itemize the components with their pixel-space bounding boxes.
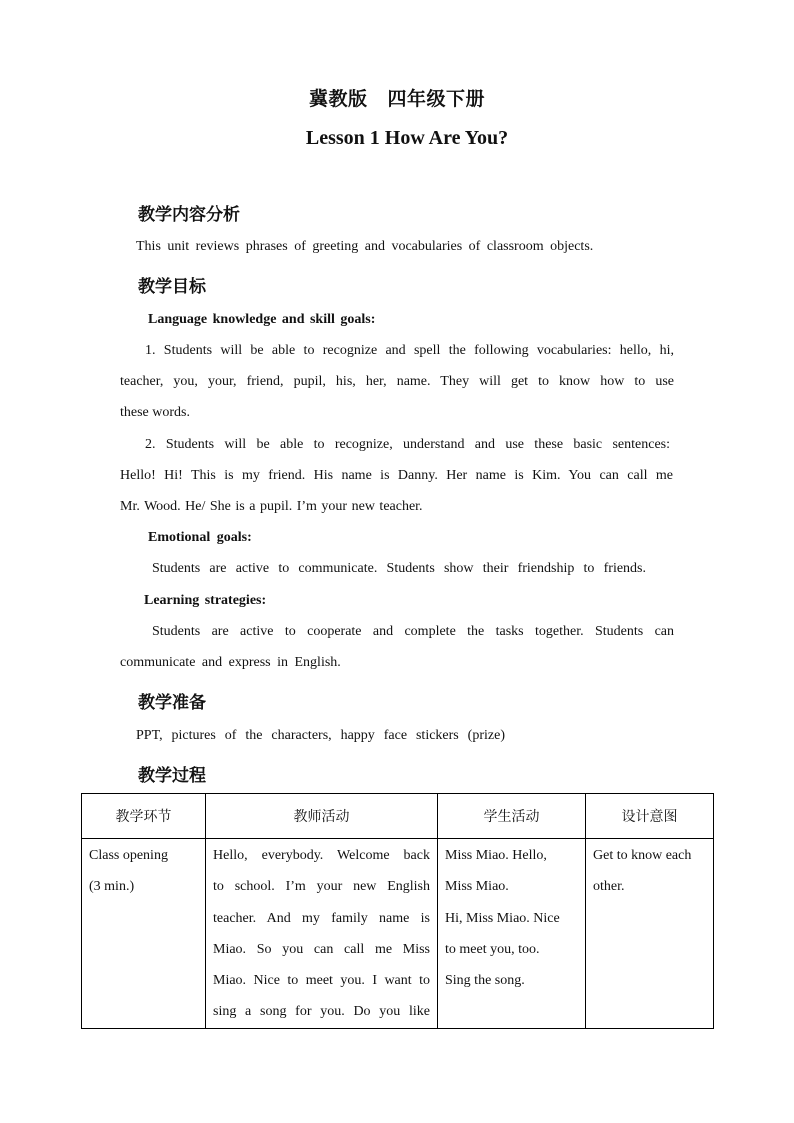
strategies-line-2: communicate and express in English. (120, 655, 341, 670)
preparation-text: PPT, pictures of the characters, happy face stickers (prize) (136, 728, 505, 743)
cell-student-activity (438, 839, 586, 1029)
column-header-design-intent: 设计意图 (586, 794, 714, 839)
intent-line: Get to know each (593, 848, 692, 863)
goal1-line-3: these words. (120, 405, 190, 420)
student-line: Miss Miao. Hello, (445, 848, 547, 863)
learning-strategies-label: Learning strategies: (144, 593, 267, 608)
goal1-line-1: 1. Students will be able to recognize and spell the following vocabularies: hello, hi, (145, 343, 674, 358)
knowledge-goals-label: Language knowledge and skill goals: (148, 312, 376, 327)
teacher-line: to school. I’m your new English (213, 879, 430, 895)
column-header-student-activity: 学生活动 (438, 794, 586, 839)
heading-content-analysis: 教学内容分析 (138, 205, 240, 225)
teacher-line: Miao. Nice to meet you. I want to (213, 973, 430, 989)
teacher-line: sing a song for you. Do you like (213, 1004, 430, 1020)
heading-process: 教学过程 (138, 766, 206, 786)
student-line: Hi, Miss Miao. Nice (445, 910, 560, 926)
goal2-line-1: 2. Students will be able to recognize, understand and use these basic sentences: (145, 437, 670, 452)
column-header-teacher-activity: 教师活动 (206, 794, 438, 839)
grade-name: 四年级下册 (387, 88, 486, 110)
student-line: Sing the song. (445, 973, 525, 989)
goal2-line-2: Hello! Hi! This is my friend. His name is Danny. Her name is Kim. You can call me (120, 468, 673, 483)
content-analysis-text: This unit reviews phrases of greeting and vocabularies of classroom objects. (136, 239, 594, 254)
teacher-line: Miao. So you can call me Miss (213, 941, 430, 957)
cell-design-intent (586, 839, 714, 1029)
emotional-goals-text: Students are active to communicate. Students show their friendship to friends. (152, 561, 646, 576)
table-header-row (82, 794, 714, 839)
document-title (0, 84, 794, 111)
publisher-name: 冀教版 (308, 88, 368, 110)
cell-stage (82, 839, 206, 1029)
goal1-line-2: teacher, you, your, friend, pupil, his, her, name. They will get to know how to use (120, 374, 674, 389)
process-table (81, 793, 714, 1029)
student-line: Miss Miao. (445, 879, 509, 895)
column-header-stage: 教学环节 (82, 794, 206, 839)
stage-line: Class opening (89, 848, 168, 863)
heading-preparation: 教学准备 (138, 693, 206, 713)
teacher-line: teacher. And my family name is (213, 910, 430, 926)
teacher-line: Hello, everybody. Welcome back (213, 848, 430, 863)
cell-teacher-activity (206, 839, 438, 1029)
heading-objectives: 教学目标 (138, 277, 206, 297)
goal2-line-3: Mr. Wood. He/ She is a pupil. I’m your new teacher. (120, 499, 423, 514)
emotional-goals-label: Emotional goals: (148, 530, 252, 545)
stage-line: (3 min.) (89, 879, 135, 895)
table-row (82, 839, 714, 1029)
intent-line: other. (593, 879, 625, 895)
student-line: to meet you, too. (445, 941, 540, 957)
lesson-title: Lesson 1 How Are You? (305, 127, 509, 149)
strategies-line-1: Students are active to cooperate and complete the tasks together. Students can (152, 624, 674, 639)
